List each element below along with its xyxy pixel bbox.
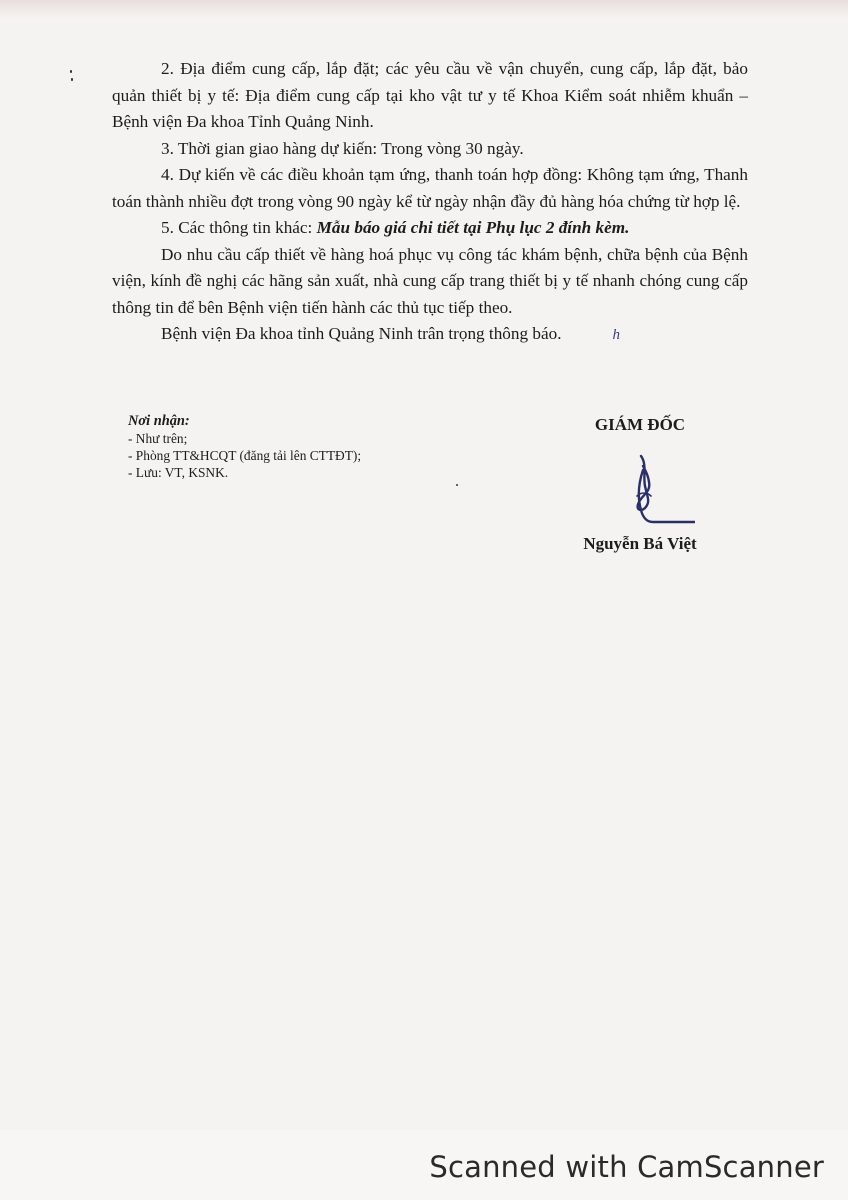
- signer-title: GIÁM ĐỐC: [594, 415, 686, 434]
- recipients-heading: Nơi nhận:: [128, 413, 190, 429]
- handwritten-initials: h: [612, 327, 620, 343]
- paragraph-delivery: 3. Thời gian giao hàng dự kiến: Trong vòng 30 ngày.: [161, 138, 524, 158]
- page-top-edge: [0, 0, 848, 18]
- recipients-block: [128, 413, 458, 481]
- letter-body: [112, 56, 748, 349]
- paragraph-closing: [112, 321, 748, 349]
- scan-speck: [70, 70, 72, 73]
- recipient-item: - Như trên;: [128, 431, 188, 446]
- scan-speck: [71, 78, 73, 81]
- paragraph-payment: 4. Dự kiến về các điều khoản tạm ứng, thanh toán hợp đồng: Không tạm ứng, Thanh toán thành nhiều đợt trong vòng 90 ngày kể từ ngày nhận đầy đủ hàng hóa chứng từ hợp lệ.: [112, 165, 748, 211]
- other-info-prefix: 5. Các thông tin khác:: [161, 218, 317, 237]
- scan-speck: [456, 484, 458, 486]
- recipient-item: - Lưu: VT, KSNK.: [128, 465, 229, 480]
- scanner-watermark: Scanned with CamScanner: [429, 1150, 824, 1184]
- signature-block: [560, 412, 720, 554]
- signer-name: Nguyễn Bá Việt: [583, 534, 697, 553]
- paragraph-location: 2. Địa điểm cung cấp, lắp đặt; các yêu cầu về vận chuyển, cung cấp, lắp đặt, bảo quản thiết bị y tế: Địa điểm cung cấp tại kho vật tư y tế Khoa Kiểm soát nhiễm khuẩn – Bệnh viện Đa khoa Tỉnh Quảng Ninh.: [112, 59, 748, 131]
- recipient-item: - Phòng TT&HCQT (đăng tải lên CTTĐT);: [128, 448, 362, 463]
- paragraph-other-info: [112, 215, 748, 242]
- closing-text: Bệnh viện Đa khoa tỉnh Quảng Ninh trân trọng thông báo.: [161, 324, 562, 343]
- paragraph-request: Do nhu cầu cấp thiết về hàng hoá phục vụ công tác khám bệnh, chữa bệnh của Bệnh viện, kính đề nghị các hãng sản xuất, nhà cung cấp trang thiết bị y tế nhanh chóng cung cấp thông tin để bên Bệnh viện tiến hành các thủ tục tiếp theo.: [112, 244, 748, 317]
- handwritten-signature: [585, 452, 695, 532]
- other-info-emphasis: Mẫu báo giá chi tiết tại Phụ lục 2 đính kèm.: [316, 218, 630, 237]
